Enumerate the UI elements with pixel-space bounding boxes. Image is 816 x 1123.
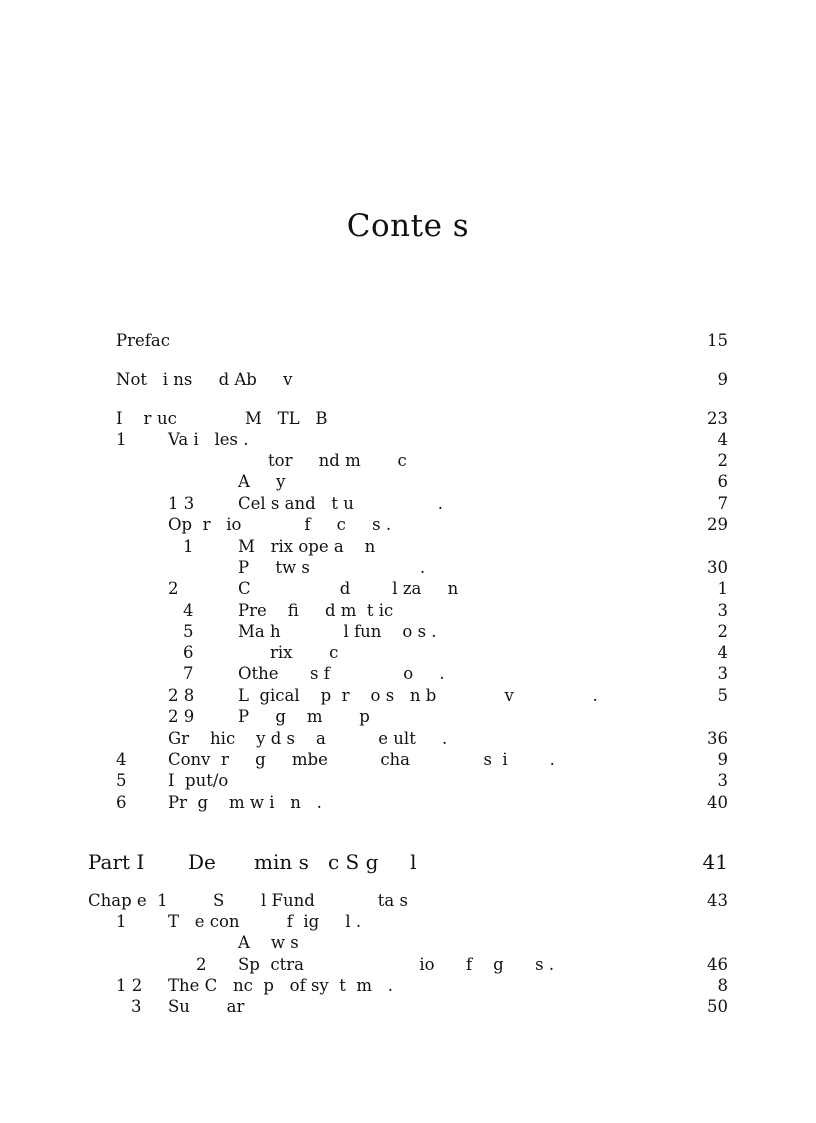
toc-entry-title: Su ar	[168, 997, 245, 1016]
toc-entry-page: 40	[707, 793, 728, 812]
toc-entry-page: 1	[717, 579, 728, 598]
toc-entry-page: 6	[717, 472, 728, 491]
toc-entry-number: I r	[116, 409, 152, 428]
toc-entry-number: 6	[116, 793, 127, 812]
toc-entry	[0, 997, 816, 1019]
toc-entry	[0, 601, 816, 623]
toc-entry	[0, 664, 816, 686]
toc-entry-number: 1	[116, 430, 127, 449]
toc-entry-title: Prefac	[116, 331, 170, 350]
toc-entry	[0, 643, 816, 665]
toc-entry-page: 41	[702, 850, 728, 874]
toc-entry-title: P tw s .	[238, 558, 426, 577]
toc-entry-title: M rix ope a n	[238, 537, 376, 556]
toc-entry-number: 1	[116, 912, 127, 931]
toc-entry-number: 1 3	[168, 494, 195, 513]
toc-entry-title: A y	[238, 472, 286, 491]
toc-entry-number: 4	[183, 601, 194, 620]
toc-entry-page: 46	[707, 955, 728, 974]
toc-entry	[0, 912, 816, 934]
toc-entry-number: 4	[116, 750, 127, 769]
toc-entry	[0, 729, 816, 751]
toc-entry-title: Op r io f c s .	[168, 515, 392, 534]
page-title: Conte s	[346, 208, 470, 244]
toc-entry-number: Part I	[88, 850, 145, 874]
toc-entry-title: Pre fi d m t ic	[238, 601, 394, 620]
toc-entry-title: rix c	[270, 643, 339, 662]
toc-entry-page: 2	[717, 451, 728, 470]
toc-entry-page: 7	[717, 494, 728, 513]
toc-entry-title: The C nc p of sy t m .	[168, 976, 393, 995]
toc-entry-number: 2	[168, 579, 179, 598]
toc-entry-page: 30	[707, 558, 728, 577]
toc-entry-page: 8	[717, 976, 728, 995]
toc-entry-title: A w s	[238, 933, 299, 952]
toc-entry-page: 3	[717, 664, 728, 683]
toc-entry-number: 2 8	[168, 686, 195, 705]
toc-entry-title: Conv r g mbe cha s i .	[168, 750, 555, 769]
toc-entry	[0, 750, 816, 772]
toc-entry-number: Chap e 1	[88, 891, 168, 910]
toc-entry-page: 4	[717, 430, 728, 449]
toc-entry-page: 4	[717, 643, 728, 662]
toc-entry-title: T e con f ig l .	[168, 912, 362, 931]
toc-entry	[0, 933, 816, 955]
toc-entry-page: 9	[717, 750, 728, 769]
toc-entry-page: 23	[707, 409, 728, 428]
toc-entry	[0, 430, 816, 452]
toc-entry	[0, 515, 816, 537]
toc-entry	[0, 579, 816, 601]
toc-entry	[0, 707, 816, 729]
toc-entry	[0, 686, 816, 708]
toc-entry	[0, 537, 816, 559]
toc-entry-page: 2	[717, 622, 728, 641]
toc-entry-title: uc M TL B	[157, 409, 328, 428]
toc-entry-title: Ma h l fun o s .	[238, 622, 437, 641]
toc-entry-number: 5	[183, 622, 194, 641]
toc-entry-page: 9	[717, 370, 728, 389]
toc-entry-title: De min s c S g l	[188, 850, 417, 874]
toc-entry-page: 29	[707, 515, 728, 534]
toc-entry	[0, 370, 816, 392]
toc-entry	[0, 891, 816, 913]
toc-entry-title: S l Fund ta s	[213, 891, 408, 910]
toc-entry-number: 1	[183, 537, 194, 556]
toc-entry	[0, 622, 816, 644]
toc-entry-number: 2	[196, 955, 207, 974]
toc-entry	[0, 771, 816, 793]
toc-entry	[0, 558, 816, 580]
toc-entry	[0, 409, 816, 431]
toc-entry-title: C d l za n	[238, 579, 459, 598]
toc-entry	[0, 331, 816, 353]
toc-entry-title: I put/o	[168, 771, 229, 790]
toc-entry-number: 7	[183, 664, 194, 683]
toc-entry-title: tor nd m c	[268, 451, 407, 470]
toc-entry-number: 6	[183, 643, 194, 662]
toc-entry-title: Va i les .	[168, 430, 249, 449]
toc-entry-number: 2 9	[168, 707, 195, 726]
toc-entry	[0, 472, 816, 494]
toc-entry	[0, 976, 816, 998]
toc-entry-page: 43	[707, 891, 728, 910]
toc-entry	[0, 850, 816, 878]
toc-entry	[0, 955, 816, 977]
toc-entry-title: Gr hic y d s a e ult .	[168, 729, 448, 748]
toc-entry-title: Othe s f o .	[238, 664, 445, 683]
toc-entry-title: Sp ctra io f g s .	[238, 955, 555, 974]
toc-entry-title: Cel s and t u .	[238, 494, 444, 513]
toc-entry-page: 5	[717, 686, 728, 705]
toc-entry-page: 3	[717, 771, 728, 790]
toc-entry-page: 36	[707, 729, 728, 748]
toc-entry-number: 3	[131, 997, 142, 1016]
toc-entry-page: 3	[717, 601, 728, 620]
toc-entry-title: Not i ns d Ab v	[116, 370, 293, 389]
toc-entry-number: 5	[116, 771, 127, 790]
toc-entry-number: 1 2	[116, 976, 143, 995]
toc-entry-title: Pr g m w i n .	[168, 793, 322, 812]
toc-entry-page: 15	[707, 331, 728, 350]
toc-entry-title: P g m p	[238, 707, 370, 726]
toc-entry	[0, 451, 816, 473]
toc-entry-page: 50	[707, 997, 728, 1016]
toc-entry-title: L gical p r o s n b v .	[238, 686, 598, 705]
toc-entry	[0, 793, 816, 815]
toc-entry	[0, 494, 816, 516]
